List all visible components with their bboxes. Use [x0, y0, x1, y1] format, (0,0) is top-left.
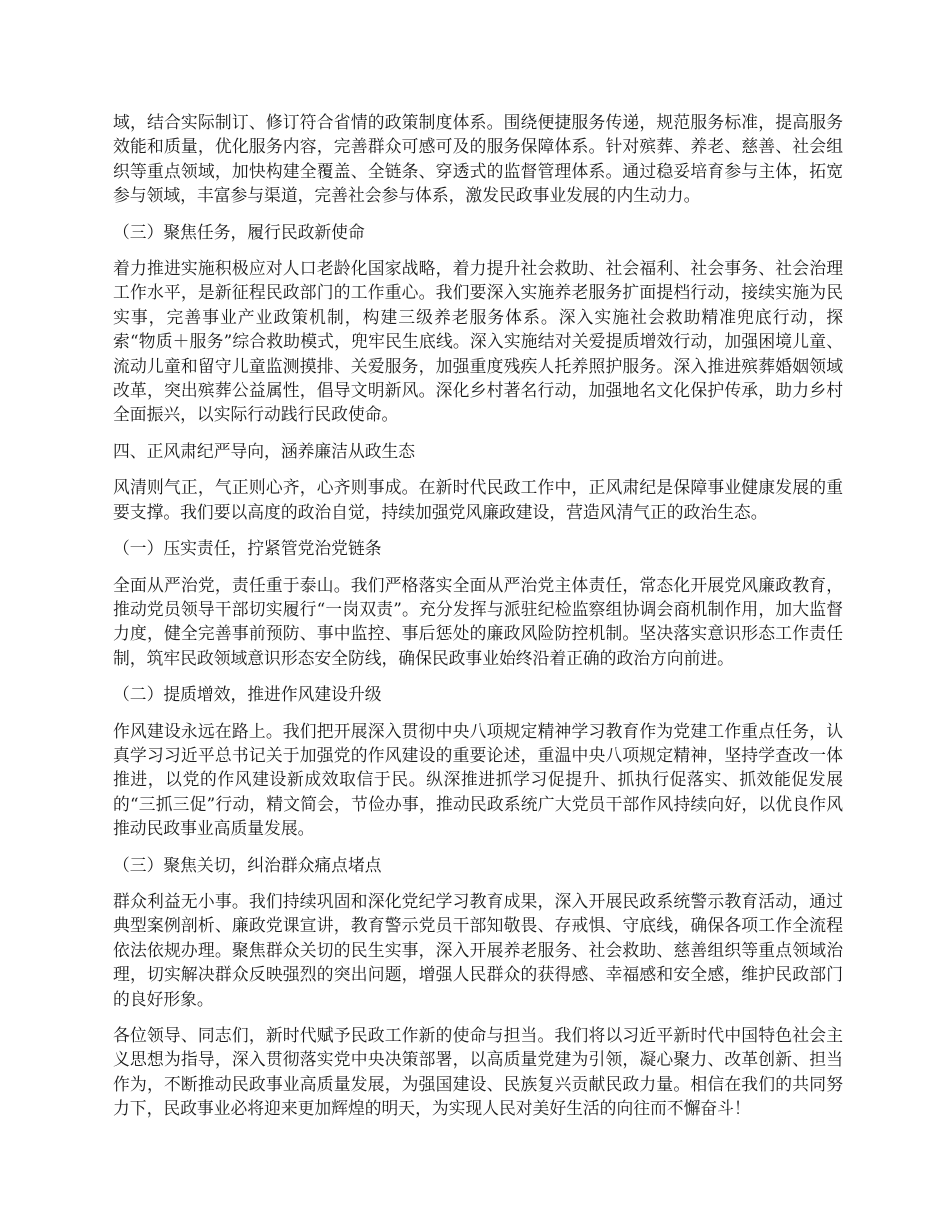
section-heading: （三）聚焦任务，履行民政新使命: [113, 221, 365, 242]
paragraph-body: 域，结合实际制订、修订符合省情的政策制度体系。围绕便捷服务传递，规范服务标准，提高服务效能和质量，优化服务内容，完善群众可感可及的服务保障体系。针对殡葬、养老、慈善、社会组织等重点领域，加快构建全覆盖、全链条、穿透式的监督管理体系。通过稳妥培育参与主体，拓宽参与领域，丰富参与渠道，完善社会参与体系，激发民政事业发展的内生动力。: [113, 112, 843, 206]
document-page: [113, 110, 843, 1133]
paragraph-body: 全面从严治党，责任重于泰山。我们严格落实全面从严治党主体责任，常态化开展党风廉政教育，推动党员领导干部切实履行“一岗双责”。充分发挥与派驻纪检监察组协调会商机制作用，加大监督力度，健全完善事前预防、事中监控、事后惩处的廉政风险防控机制。坚决落实意识形态工作责任制，筑牢民政领域意识形态安全防线，确保民政事业始终沿着正确的政治方向前进。: [113, 574, 843, 668]
section-heading: 四、正风肃纪严导向，涵养廉洁从政生态: [113, 440, 416, 461]
section-heading: （二）提质增效，推进作风建设升级: [113, 684, 382, 705]
paragraph-body: 作风建设永远在路上。我们把开展深入贯彻中央八项规定精神学习教育作为党建工作重点任务，认真学习习近平总书记关于加强党的作风建设的重要论述，重温中央八项规定精神，坚持学查改一体推进，以党的作风建设新成效取信于民。纵深推进抓学习促提升、抓执行促落实、抓效能促发展的“三抓三促”行动，精文简会，节俭办事，推动民政系统广大党员干部作风持续向好，以优良作风推动民政事业高质量发展。: [113, 720, 843, 839]
section-heading: （三）聚焦关切，纠治群众痛点堵点: [113, 854, 382, 875]
paragraph-body: 群众利益无小事。我们持续巩固和深化党纪学习教育成果，深入开展民政系统警示教育活动，通过典型案例剖析、廉政党课宣讲，教育警示党员干部知敬畏、存戒惧、守底线，确保各项工作全流程依法依规办理。聚焦群众关切的民生实事，深入开展养老服务、社会救助、慈善组织等重点领域治理，切实解决群众反映强烈的突出问题，增强人民群众的获得感、幸福感和安全感，维护民政部门的良好形象。: [113, 890, 843, 1009]
paragraph-closing: 各位领导、同志们，新时代赋予民政工作新的使命与担当。我们将以习近平新时代中国特色社会主义思想为指导，深入贯彻落实党中央决策部署，以高质量党建为引领，凝心聚力、改革创新、担当作为，不断推动民政事业高质量发展，为强国建设、民族复兴贡献民政力量。相信在我们的共同努力下，民政事业必将迎来更加辉煌的明天，为实现人民对美好生活的向往而不懈奋斗！: [113, 1025, 843, 1119]
paragraph-body: 风清则气正，气正则心齐，心齐则事成。在新时代民政工作中，正风肃纪是保障事业健康发展的重要支撑。我们要以高度的政治自觉，持续加强党风廉政建设，营造风清气正的政治生态。: [113, 477, 843, 522]
section-heading: （一）压实责任，拧紧管党治党链条: [113, 538, 382, 559]
paragraph-body: 着力推进实施积极应对人口老龄化国家战略，着力提升社会救助、社会福利、社会事务、社会治理工作水平，是新征程民政部门的工作重心。我们要深入实施养老服务扩面提档行动，接续实施为民实事，完善事业产业政策机制，构建三级养老服务体系。深入实施社会救助精准兜底行动，探索“物质＋服务”综合救助模式，兜牢民生底线。深入实施结对关爱提质增效行动，加强困境儿童、流动儿童和留守儿童监测摸排、关爱服务，加强重度残疾人托养照护服务。深入推进殡葬婚姻领域改革，突出殡葬公益属性，倡导文明新风。深化乡村著名行动，加强地名文化保护传承，助力乡村全面振兴，以实际行动践行民政使命。: [113, 258, 843, 425]
